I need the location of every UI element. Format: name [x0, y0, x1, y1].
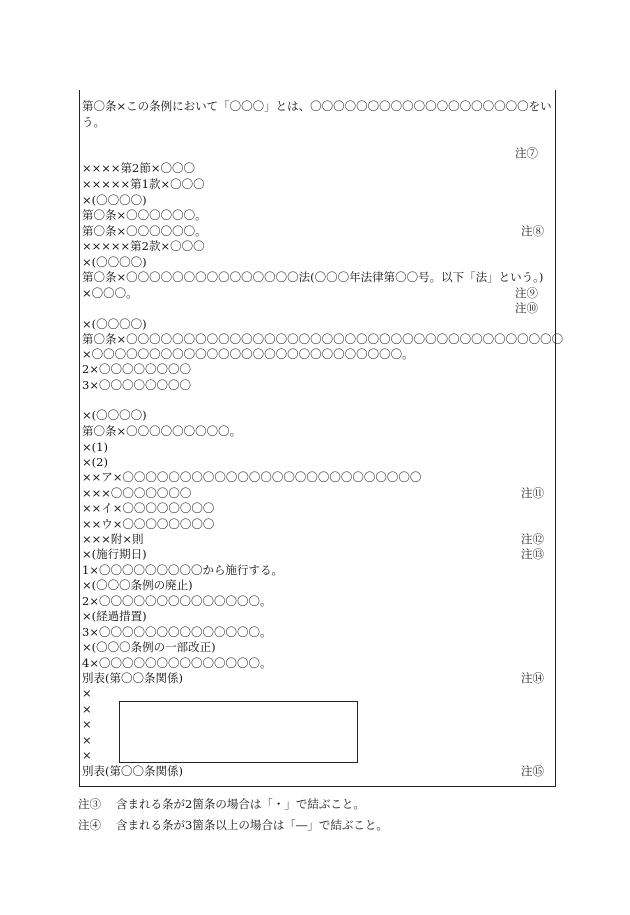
doc-line: 2×〇〇〇〇〇〇〇〇〇〇〇〇〇〇。	[82, 594, 272, 608]
note-marker: 注⑨	[515, 286, 538, 300]
doc-line: 第〇条×〇〇〇〇〇〇〇〇〇〇〇〇〇〇〇法(〇〇〇年法律第〇〇号。以下「法」という。)	[82, 270, 544, 284]
doc-line: ×(〇〇〇〇)	[82, 317, 147, 331]
doc-line: 第〇条×〇〇〇〇〇〇。	[82, 224, 207, 238]
note-marker: 注⑬	[521, 547, 544, 561]
doc-line: ×××××第1款×〇〇〇	[82, 177, 205, 191]
doc-line: 4×〇〇〇〇〇〇〇〇〇〇〇〇〇〇。	[82, 656, 272, 670]
footnote	[78, 818, 388, 833]
doc-line: ××イ×〇〇〇〇〇〇〇〇	[82, 501, 215, 515]
doc-line: う。	[82, 115, 105, 129]
footnote-text: 含まれる条が2箇条の場合は「・」で結ぶこと。	[116, 797, 365, 811]
doc-line: ×(〇〇〇条例の一部改正)	[82, 640, 216, 654]
doc-line: ×	[82, 733, 92, 747]
doc-line: 3×〇〇〇〇〇〇〇〇〇〇〇〇〇〇。	[82, 625, 272, 639]
doc-line: ××ウ×〇〇〇〇〇〇〇〇	[82, 517, 215, 531]
doc-line: 第〇条×〇〇〇〇〇〇。	[82, 208, 207, 222]
doc-line: ××××第2節×〇〇〇	[82, 161, 195, 175]
note-marker: 注⑭	[521, 671, 544, 685]
doc-line: ×(〇〇〇〇)	[82, 408, 147, 422]
doc-line: ×〇〇〇。	[82, 286, 138, 300]
doc-line: ×××××第2款×〇〇〇	[82, 239, 205, 253]
doc-line: 第〇条×〇〇〇〇〇〇〇〇〇〇〇〇〇〇〇〇〇〇〇〇〇〇〇〇〇〇〇〇〇〇〇〇〇〇〇〇〇〇	[82, 332, 564, 346]
doc-line: 別表(第〇〇条関係)	[82, 671, 183, 685]
footnote	[78, 797, 365, 812]
doc-line: 第〇条×この条例において「〇〇〇」とは、〇〇〇〇〇〇〇〇〇〇〇〇〇〇〇〇〇〇〇をい	[82, 99, 552, 113]
doc-line: ×××附×則	[82, 532, 144, 546]
doc-line: ××ア×〇〇〇〇〇〇〇〇〇〇〇〇〇〇〇〇〇〇〇〇〇〇〇〇〇〇	[82, 470, 422, 484]
doc-line: ×	[82, 717, 92, 731]
doc-line: ×	[82, 702, 92, 716]
doc-line: 1×〇〇〇〇〇〇〇〇〇から施行する。	[82, 563, 283, 577]
doc-line: ×〇〇〇〇〇〇〇〇〇〇〇〇〇〇〇〇〇〇〇〇〇〇〇〇〇〇〇。	[82, 347, 414, 361]
doc-line: 2×〇〇〇〇〇〇〇〇	[82, 362, 191, 376]
footnote-label: 注④	[78, 818, 101, 832]
doc-line: ×(〇〇〇条例の廃止)	[82, 578, 193, 592]
doc-line: ×	[82, 686, 92, 700]
doc-line: ×(〇〇〇〇)	[82, 255, 147, 269]
doc-line: ×(2)	[82, 455, 108, 469]
doc-line: ×××〇〇〇〇〇〇〇	[82, 486, 192, 500]
doc-line: 別表(第〇〇条関係)	[82, 764, 183, 778]
doc-line: ×(施行期日)	[82, 547, 147, 561]
doc-line: ×	[82, 748, 92, 762]
doc-line: 第〇条×〇〇〇〇〇〇〇〇〇。	[82, 424, 242, 438]
note-marker: 注⑦	[515, 146, 538, 160]
note-marker: 注⑮	[521, 764, 544, 778]
note-marker: 注⑪	[521, 486, 544, 500]
doc-line: ×(〇〇〇〇)	[82, 193, 147, 207]
table-placeholder-box	[119, 701, 358, 763]
note-marker: 注⑫	[521, 532, 544, 546]
note-marker: 注⑧	[521, 224, 544, 238]
doc-line: ×(経過措置)	[82, 609, 147, 623]
doc-line: 3×〇〇〇〇〇〇〇〇	[82, 378, 191, 392]
note-marker: 注⑩	[515, 301, 538, 315]
footnote-label: 注③	[78, 797, 101, 811]
doc-line: ×(1)	[82, 440, 108, 454]
footnote-text: 含まれる条が3箇条以上の場合は「―」で結ぶこと。	[116, 818, 388, 832]
